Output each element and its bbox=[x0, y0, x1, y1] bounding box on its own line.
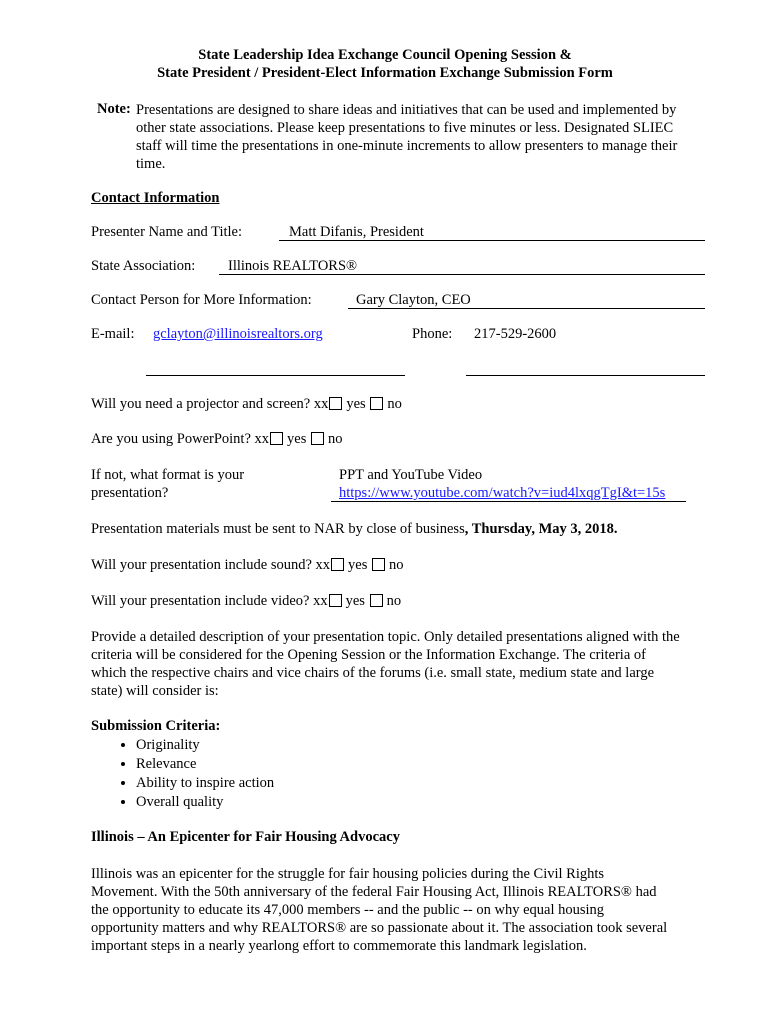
criteria-item: • Relevance bbox=[136, 755, 274, 774]
description-paragraph: Provide a detailed description of your presentation topic. Only detailed presentations aligned with the criteria will be considered for the Opening Session or the Information Exchange. The criteria of which the respective chairs and vice chairs of the forums (i.e. small state, medium state and large state) will consider is: bbox=[91, 629, 680, 699]
email-link[interactable]: gclayton@illinoisrealtors.org bbox=[153, 326, 323, 342]
video-yes-label: yes bbox=[345, 593, 365, 609]
powerpoint-yes-checkbox[interactable] bbox=[270, 432, 283, 445]
state-underline bbox=[219, 274, 705, 275]
projector-no-checkbox[interactable] bbox=[370, 397, 383, 410]
sound-yes-label: yes bbox=[348, 557, 368, 573]
criteria-item: • Ability to inspire action bbox=[136, 774, 274, 793]
contact-person-field[interactable]: Gary Clayton, CEO bbox=[356, 292, 471, 308]
video-no-checkbox[interactable] bbox=[370, 594, 383, 607]
video-yes-checkbox[interactable] bbox=[329, 594, 342, 607]
note-text: Presentations are designed to share ideas and initiatives that can be used and implemented by other state associations. Please keep presentations to five minutes or less. Designated SLIEC staff will time the presentations in one-minute increments to allow presenters to manage their time. bbox=[136, 102, 678, 172]
projector-mark: xx bbox=[313, 396, 329, 412]
powerpoint-mark: xx bbox=[254, 431, 270, 447]
criteria-item: • Originality bbox=[136, 736, 274, 755]
email-label: E-mail: bbox=[91, 326, 135, 342]
criteria-item: • Overall quality bbox=[136, 793, 274, 812]
blank-line-left[interactable] bbox=[146, 375, 405, 376]
projector-yes-label: yes bbox=[346, 396, 366, 412]
sound-no-label: no bbox=[389, 557, 404, 573]
format-label-line-1: If not, what format is your bbox=[91, 467, 245, 483]
format-field[interactable]: PPT and YouTube Video bbox=[339, 467, 483, 483]
sound-label: Will your presentation include sound? bbox=[91, 557, 312, 573]
format-video-link[interactable]: https://www.youtube.com/watch?v=iud4lxqgTgI&t=15s bbox=[339, 485, 666, 501]
contact-person-underline bbox=[348, 308, 705, 309]
form-title-line-2: State President / President-Elect Information Exchange Submission Form bbox=[157, 65, 613, 81]
phone-field[interactable]: 217-529-2600 bbox=[474, 326, 557, 342]
powerpoint-no-label: no bbox=[327, 431, 343, 447]
video-mark: xx bbox=[313, 593, 328, 609]
format-label-line-2: presentation? bbox=[91, 485, 169, 501]
note-label: Note: bbox=[97, 101, 131, 117]
sound-yes-checkbox[interactable] bbox=[331, 558, 344, 571]
state-label: State Association: bbox=[91, 258, 196, 274]
state-field[interactable]: Illinois REALTORS® bbox=[228, 258, 358, 274]
sound-no-checkbox[interactable] bbox=[372, 558, 385, 571]
topic-heading: Illinois – An Epicenter for Fair Housing Advocacy bbox=[91, 829, 400, 845]
video-no-label: no bbox=[386, 593, 402, 609]
form-title-line-1: State Leadership Idea Exchange Council Opening Session & bbox=[198, 47, 572, 63]
projector-no-label: no bbox=[387, 396, 402, 412]
projector-question bbox=[91, 396, 402, 413]
phone-label: Phone: bbox=[412, 326, 453, 342]
video-label: Will your presentation include video? bbox=[91, 593, 310, 609]
powerpoint-label: Are you using PowerPoint? bbox=[91, 431, 251, 447]
projector-yes-checkbox[interactable] bbox=[329, 397, 342, 410]
powerpoint-yes-label: yes bbox=[287, 431, 307, 447]
projector-label: Will you need a projector and screen? bbox=[91, 396, 311, 412]
contact-heading: Contact Information bbox=[91, 190, 220, 206]
blank-line-right[interactable] bbox=[466, 375, 705, 376]
deadline-date: , Thursday, May 3, 2018. bbox=[464, 521, 618, 537]
sound-question bbox=[91, 557, 404, 574]
video-question bbox=[91, 593, 401, 610]
presenter-field[interactable]: Matt Difanis, President bbox=[289, 224, 424, 240]
powerpoint-question bbox=[91, 431, 342, 448]
criteria-heading: Submission Criteria: bbox=[91, 718, 221, 734]
deadline-sentence bbox=[91, 521, 618, 538]
presenter-label: Presenter Name and Title: bbox=[91, 224, 243, 240]
topic-body: Illinois was an epicenter for the struggle for fair housing policies during the Civil Rights Movement. With the 50th anniversary of the federal Fair Housing Act, Illinois REALTORS® had the opportunity to educate its 47,000 members -- and the public -- on why equal housing opportunity matters and why REALTORS® are so passionate about it. The association took several important steps in a nearly yearlong effort to commemorate this landmark legislation. bbox=[91, 866, 668, 954]
deadline-text: Presentation materials must be sent to NAR by close of business bbox=[91, 521, 465, 537]
contact-person-label: Contact Person for More Information: bbox=[91, 292, 312, 308]
sound-mark: xx bbox=[315, 557, 331, 573]
criteria-list bbox=[100, 736, 274, 812]
presenter-underline bbox=[279, 240, 705, 241]
format-underline bbox=[331, 501, 686, 502]
powerpoint-no-checkbox[interactable] bbox=[311, 432, 324, 445]
